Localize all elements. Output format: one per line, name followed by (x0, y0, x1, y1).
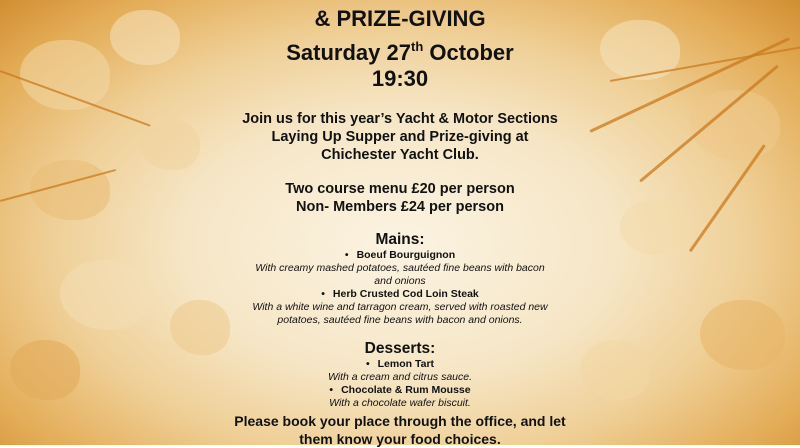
menu-item-desc: With creamy mashed potatoes, sautéed fine beans with bacon (255, 262, 545, 274)
mains-section (0, 230, 800, 327)
price-line: Two course menu £20 per person (285, 181, 515, 197)
intro-line: Laying Up Supper and Prize-giving at (271, 129, 529, 145)
event-date (0, 34, 800, 66)
pricing (0, 180, 800, 216)
event-time: 19:30 (371, 66, 429, 91)
price-line: Non- Members £24 per person (296, 199, 504, 215)
menu-item-desc: and onions (374, 275, 426, 287)
desserts-heading: Desserts: (364, 340, 436, 357)
mains-heading: Mains: (375, 231, 425, 248)
menu-item-desc: With a chocolate wafer biscuit. (329, 397, 471, 409)
menu-item-desc: With a white wine and tarragon cream, served with roasted new (252, 301, 548, 313)
menu-item-name: • Herb Crusted Cod Loin Steak (0, 288, 800, 301)
intro-line: Chichester Yacht Club. (321, 147, 479, 163)
menu-item-name: • Lemon Tart (0, 358, 800, 371)
menu-item-name: • Chocolate & Rum Mousse (0, 384, 800, 397)
menu-item-desc: With a cream and citrus sauce. (327, 371, 473, 383)
cta-line: them know your food choices. (299, 431, 501, 447)
event-date-month: October (423, 40, 514, 65)
intro-line: Join us for this year’s Yacht & Motor Sections (242, 111, 558, 127)
intro-text (0, 110, 800, 164)
event-date-day: Saturday 27 (286, 40, 411, 65)
event-title: & PRIZE-GIVING (314, 6, 486, 31)
menu-item-name: • Boeuf Bourguignon (0, 249, 800, 262)
booking-cta (0, 412, 800, 448)
desserts-section (0, 339, 800, 410)
menu-item-desc: potatoes, sautéed fine beans with bacon and onions. (277, 314, 523, 326)
event-date-suffix: th (410, 39, 424, 54)
cta-line: Please book your place through the office, and let (234, 413, 566, 429)
